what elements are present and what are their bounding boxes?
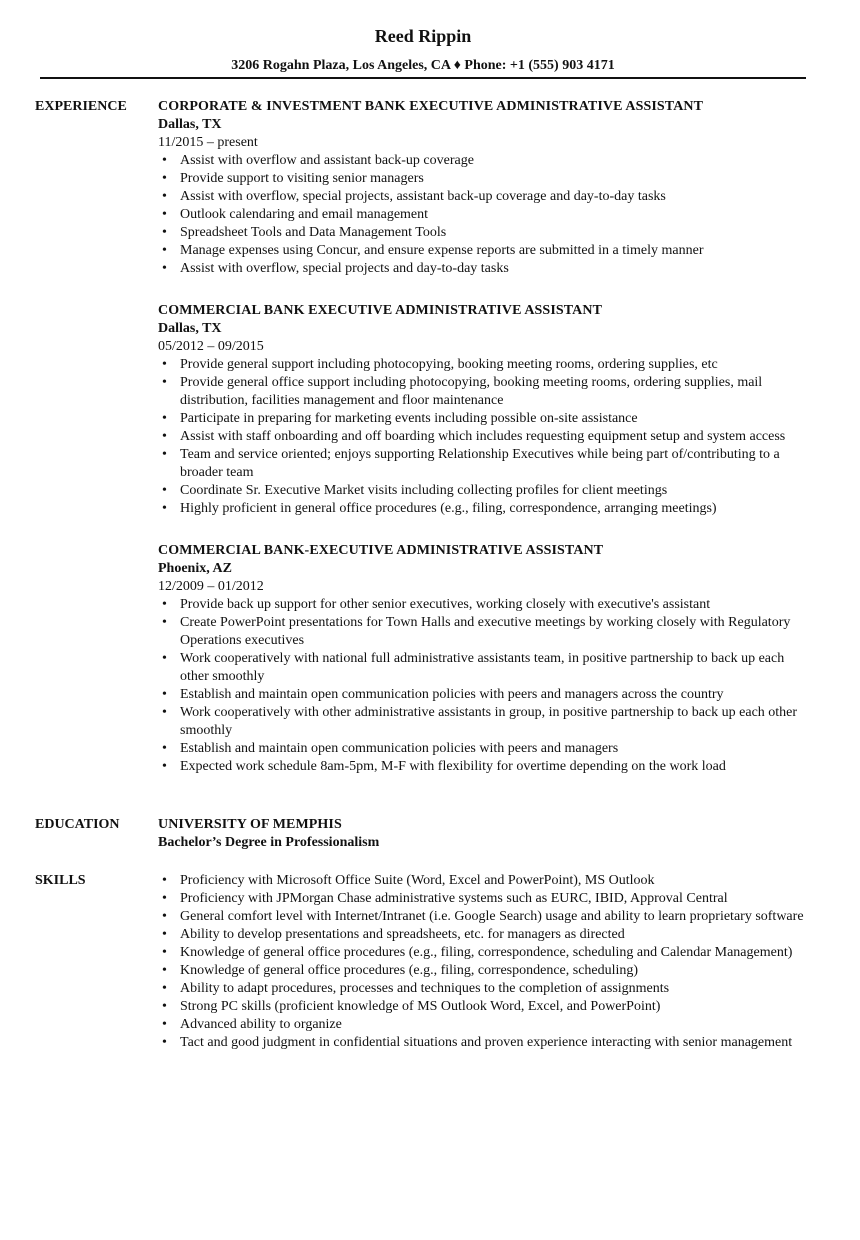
job-title: CORPORATE & INVESTMENT BANK EXECUTIVE ADMINISTRATIVE ASSISTANT — [158, 99, 704, 114]
job-location: Dallas, TX — [158, 117, 222, 132]
job-entry — [158, 302, 808, 518]
section-title-skills: SKILLS — [35, 873, 86, 888]
section-title-education: EDUCATION — [35, 817, 120, 832]
bullet-item: • Participate in preparing for marketing events including possible on-site assistance — [158, 410, 808, 428]
bullet-item: • Assist with overflow, special projects and day-to-day tasks — [158, 260, 808, 278]
bullet-item: • Establish and maintain open communication policies with peers and managers across the country — [158, 686, 808, 704]
skill-item: • Knowledge of general office procedures (e.g., filing, correspondence, scheduling) — [158, 962, 808, 980]
job-dates: 11/2015 – present — [158, 135, 258, 150]
experience-body — [158, 98, 808, 800]
job-entry — [158, 98, 808, 278]
degree-name: Bachelor’s Degree in Professionalism — [158, 835, 380, 850]
bullet-item: • Manage expenses using Concur, and ensure expense reports are submitted in a timely manner — [158, 242, 808, 260]
skills-body — [158, 872, 808, 1052]
job-dates: 12/2009 – 01/2012 — [158, 579, 264, 594]
bullet-item: • Spreadsheet Tools and Data Management Tools — [158, 224, 808, 242]
job-title: COMMERCIAL BANK EXECUTIVE ADMINISTRATIVE ASSISTANT — [158, 303, 603, 318]
school-name: UNIVERSITY OF MEMPHIS — [158, 817, 342, 832]
bullet-item: • Coordinate Sr. Executive Market visits including collecting profiles for client meetings — [158, 482, 808, 500]
skill-item: • Ability to develop presentations and spreadsheets, etc. for managers as directed — [158, 926, 808, 944]
skill-item: • Proficiency with Microsoft Office Suite (Word, Excel and PowerPoint), MS Outlook — [158, 872, 808, 890]
education-body — [158, 816, 808, 852]
bullet-item: • Outlook calendaring and email management — [158, 206, 808, 224]
job-location: Dallas, TX — [158, 321, 222, 336]
bullet-item: • Provide general office support including photocopying, booking meeting rooms, ordering supplies, mail distribution, facilities management and floor maintenance — [158, 374, 808, 410]
bullet-item: • Establish and maintain open communication policies with peers and managers — [158, 740, 808, 758]
job-location: Phoenix, AZ — [158, 561, 232, 576]
skill-item: • Knowledge of general office procedures (e.g., filing, correspondence, scheduling and Calendar Management) — [158, 944, 808, 962]
bullet-item: • Provide back up support for other senior executives, working closely with executive's assistant — [158, 596, 808, 614]
skill-item: • Advanced ability to organize — [158, 1016, 808, 1034]
job-dates: 05/2012 – 09/2015 — [158, 339, 264, 354]
skill-item: • Tact and good judgment in confidential situations and proven experience interacting with senior management — [158, 1034, 808, 1052]
skill-item: • Strong PC skills (proficient knowledge of MS Outlook Word, Excel, and PowerPoint) — [158, 998, 808, 1016]
bullet-item: • Work cooperatively with national full administrative assistants team, in positive partnership to back up each other smoothly — [158, 650, 808, 686]
skill-item: • General comfort level with Internet/Intranet (i.e. Google Search) usage and ability to learn proprietary software — [158, 908, 808, 926]
bullet-item: • Team and service oriented; enjoys supporting Relationship Executives while being part of/contributing to a broader team — [158, 446, 808, 482]
header-divider — [40, 77, 806, 79]
candidate-name: Reed Rippin — [374, 26, 472, 46]
bullet-item: • Provide support to visiting senior managers — [158, 170, 808, 188]
bullet-item: • Assist with overflow, special projects, assistant back-up coverage and day-to-day tasks — [158, 188, 808, 206]
bullet-item: • Expected work schedule 8am-5pm, M-F with flexibility for overtime depending on the work load — [158, 758, 808, 776]
skill-item: • Ability to adapt procedures, processes and techniques to the completion of assignments — [158, 980, 808, 998]
bullet-item: • Highly proficient in general office procedures (e.g., filing, correspondence, arranging meetings) — [158, 500, 808, 518]
bullet-item: • Create PowerPoint presentations for Town Halls and executive meetings by working closely with Regulatory Operations executives — [158, 614, 808, 650]
skill-item: • Proficiency with JPMorgan Chase administrative systems such as EURC, IBID, Approval Central — [158, 890, 808, 908]
resume-header — [40, 25, 806, 75]
job-bullets — [158, 152, 808, 278]
skills-list — [158, 872, 808, 1052]
job-bullets — [158, 596, 808, 776]
bullet-item: • Assist with overflow and assistant back-up coverage — [158, 152, 808, 170]
job-entry — [158, 542, 808, 776]
bullet-item: • Assist with staff onboarding and off boarding which includes requesting equipment setup and system access — [158, 428, 808, 446]
bullet-item: • Work cooperatively with other administrative assistants in group, in positive partnership to back up each other smoothly — [158, 704, 808, 740]
contact-line: 3206 Rogahn Plaza, Los Angeles, CA ♦ Phone: +1 (555) 903 4171 — [231, 58, 615, 73]
job-title: COMMERCIAL BANK-EXECUTIVE ADMINISTRATIVE ASSISTANT — [158, 543, 604, 558]
section-title-experience: EXPERIENCE — [35, 99, 127, 114]
job-bullets — [158, 356, 808, 518]
bullet-item: • Provide general support including photocopying, booking meeting rooms, ordering supplies, etc — [158, 356, 808, 374]
